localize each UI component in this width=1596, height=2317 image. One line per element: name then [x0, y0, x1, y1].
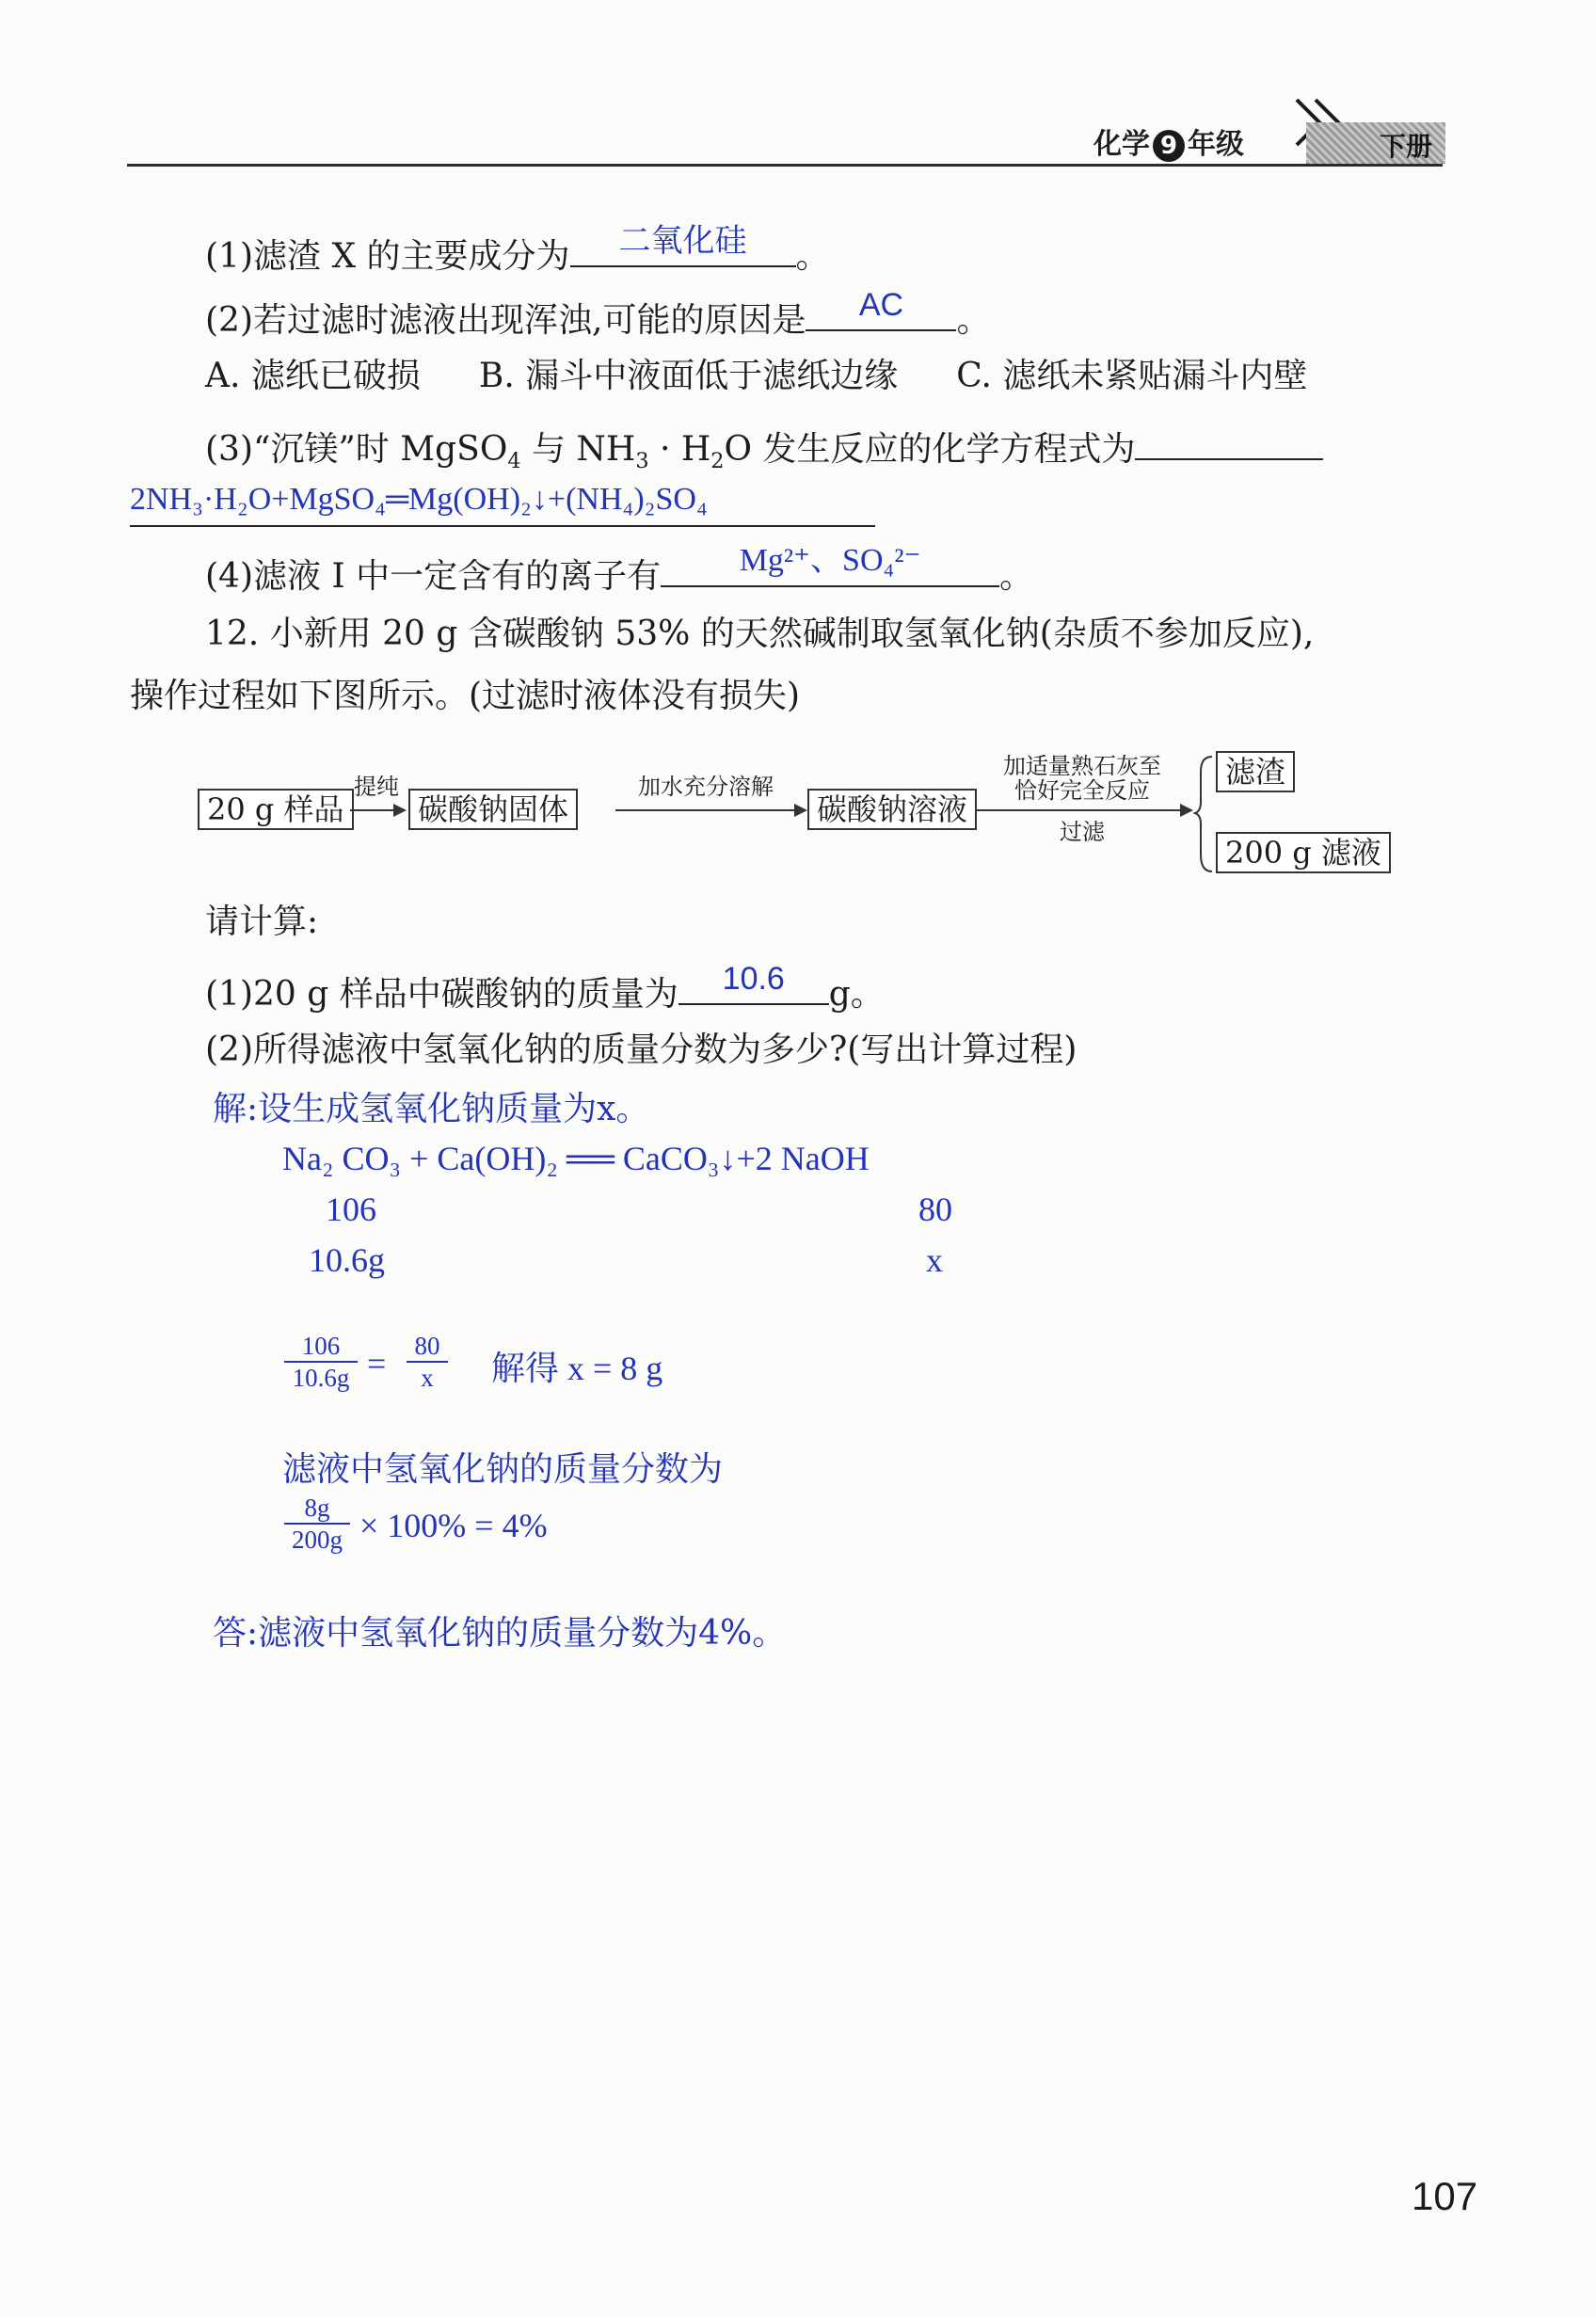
mass-naoh-unknown: x [926, 1241, 943, 1279]
q11-part3-answer: 2NH₃·H₂O+MgSO₄═Mg(OH)₂↓+(NH₄)₂SO₄ [130, 482, 708, 517]
brace-icon [1193, 753, 1214, 875]
grade-label: 年级 [1188, 128, 1244, 161]
option-c: C. 滤纸未紧贴漏斗内壁 [956, 357, 1308, 395]
q12-stem-line1: 12. 小新用 20 g 含碳酸钠 53% 的天然碱制取氢氧化钠(杂质不参加反应), [205, 615, 1315, 653]
arrow-icon [794, 804, 807, 817]
q11-part2: (2)若过滤时滤液出现浑浊,可能的原因是 AC 。 [205, 292, 990, 342]
volume-label: 下册 [1379, 131, 1432, 162]
ratio-fraction-left: 106 10.6g [284, 1331, 358, 1393]
flow-box-residue: 滤渣 [1216, 751, 1295, 792]
q12-part1-blank [678, 961, 829, 1005]
q11-part3-blank [1135, 421, 1323, 460]
volume-tab [1306, 122, 1445, 164]
header-title [1093, 120, 1244, 162]
q12-part2: (2)所得滤液中氢氧化钠的质量分数为多少?(写出计算过程) [205, 1031, 1077, 1069]
q11-options [205, 356, 1307, 397]
solution-equation: Na₂ CO₃ + Ca(OH)₂ ══ CaCO₃↓+2 NaOH [282, 1140, 870, 1177]
q11-part2-answer: AC [858, 287, 904, 323]
q12-part1-answer: 10.6 [722, 961, 785, 997]
mass-fraction: 8g 200g [284, 1493, 350, 1555]
q12-stem-line2: 操作过程如下图所示。(过滤时液体没有损失) [130, 677, 801, 715]
molar-mass-naoh: 80 [918, 1190, 952, 1228]
calc-prompt: 请计算: [205, 903, 319, 941]
mass-na2co3: 10.6g [309, 1241, 385, 1279]
fraction-intro: 滤液中氢氧化钠的质量分数为 [282, 1450, 724, 1489]
ratio-equals: = [367, 1345, 387, 1382]
flow-step-purify: 提纯 [354, 774, 399, 800]
flow-step-filter: 过滤 [1060, 819, 1105, 845]
flow-step-dissolve: 加水充分溶解 [638, 774, 774, 800]
arrow-icon [1180, 804, 1193, 817]
ratio-result: 解得 x = 8 g [491, 1350, 663, 1387]
mass-fraction-result: × 100% = 4% [359, 1507, 548, 1544]
q11-part1-blank [570, 223, 796, 267]
flow-box-solution: 碳酸钠溶液 [807, 789, 977, 830]
ratio-fraction-right: 80 x [407, 1331, 448, 1393]
grade-number-badge: 9 [1153, 130, 1185, 162]
q11-part3: (3)“沉镁”时 MgSO$_4$ 与 $NH_3 \cdot H_2O$ 发生反应的化学方程式为 [205, 421, 1323, 482]
flow-box-filtrate: 200 g 滤液 [1216, 832, 1391, 873]
arrow-icon [393, 804, 407, 817]
option-b: B. 漏斗中液面低于滤纸边缘 [478, 357, 899, 395]
q11-part4-blank [661, 543, 999, 587]
q12-part1: (1)20 g 样品中碳酸钠的质量为 10.6 g。 [205, 966, 885, 1015]
q11-part4: (4)滤液 Ⅰ 中一定含有的离子有 Mg²⁺、SO₄²⁻ 。 [205, 548, 1033, 598]
subject-label: 化学 [1093, 128, 1150, 161]
header-rule [127, 164, 1443, 167]
solution-intro: 解:设生成氢氧化钠质量为x。 [213, 1090, 650, 1128]
flow-step-react-line2: 恰好完全反应 [1014, 777, 1150, 804]
flow-step-react-line1: 加适量熟石灰至 [1003, 753, 1161, 779]
option-a: A. 滤纸已破损 [205, 357, 421, 395]
q11-part1: (1)滤渣 X 的主要成分为 二氧化硅 。 [205, 228, 830, 278]
q11-part2-blank [806, 287, 956, 331]
final-answer: 答:滤液中氢氧化钠的质量分数为4%。 [213, 1614, 787, 1653]
flow-box-solid: 碳酸钠固体 [408, 789, 578, 830]
flow-box-sample: 20 g 样品 [198, 789, 354, 830]
q11-part4-answer: Mg²⁺、SO₄²⁻ [739, 543, 921, 578]
page-number: 107 [1412, 2174, 1478, 2218]
q11-part1-answer: 二氧化硅 [618, 223, 747, 259]
molar-mass-na2co3: 106 [326, 1190, 376, 1228]
q11-part3-answer-line [130, 482, 875, 527]
